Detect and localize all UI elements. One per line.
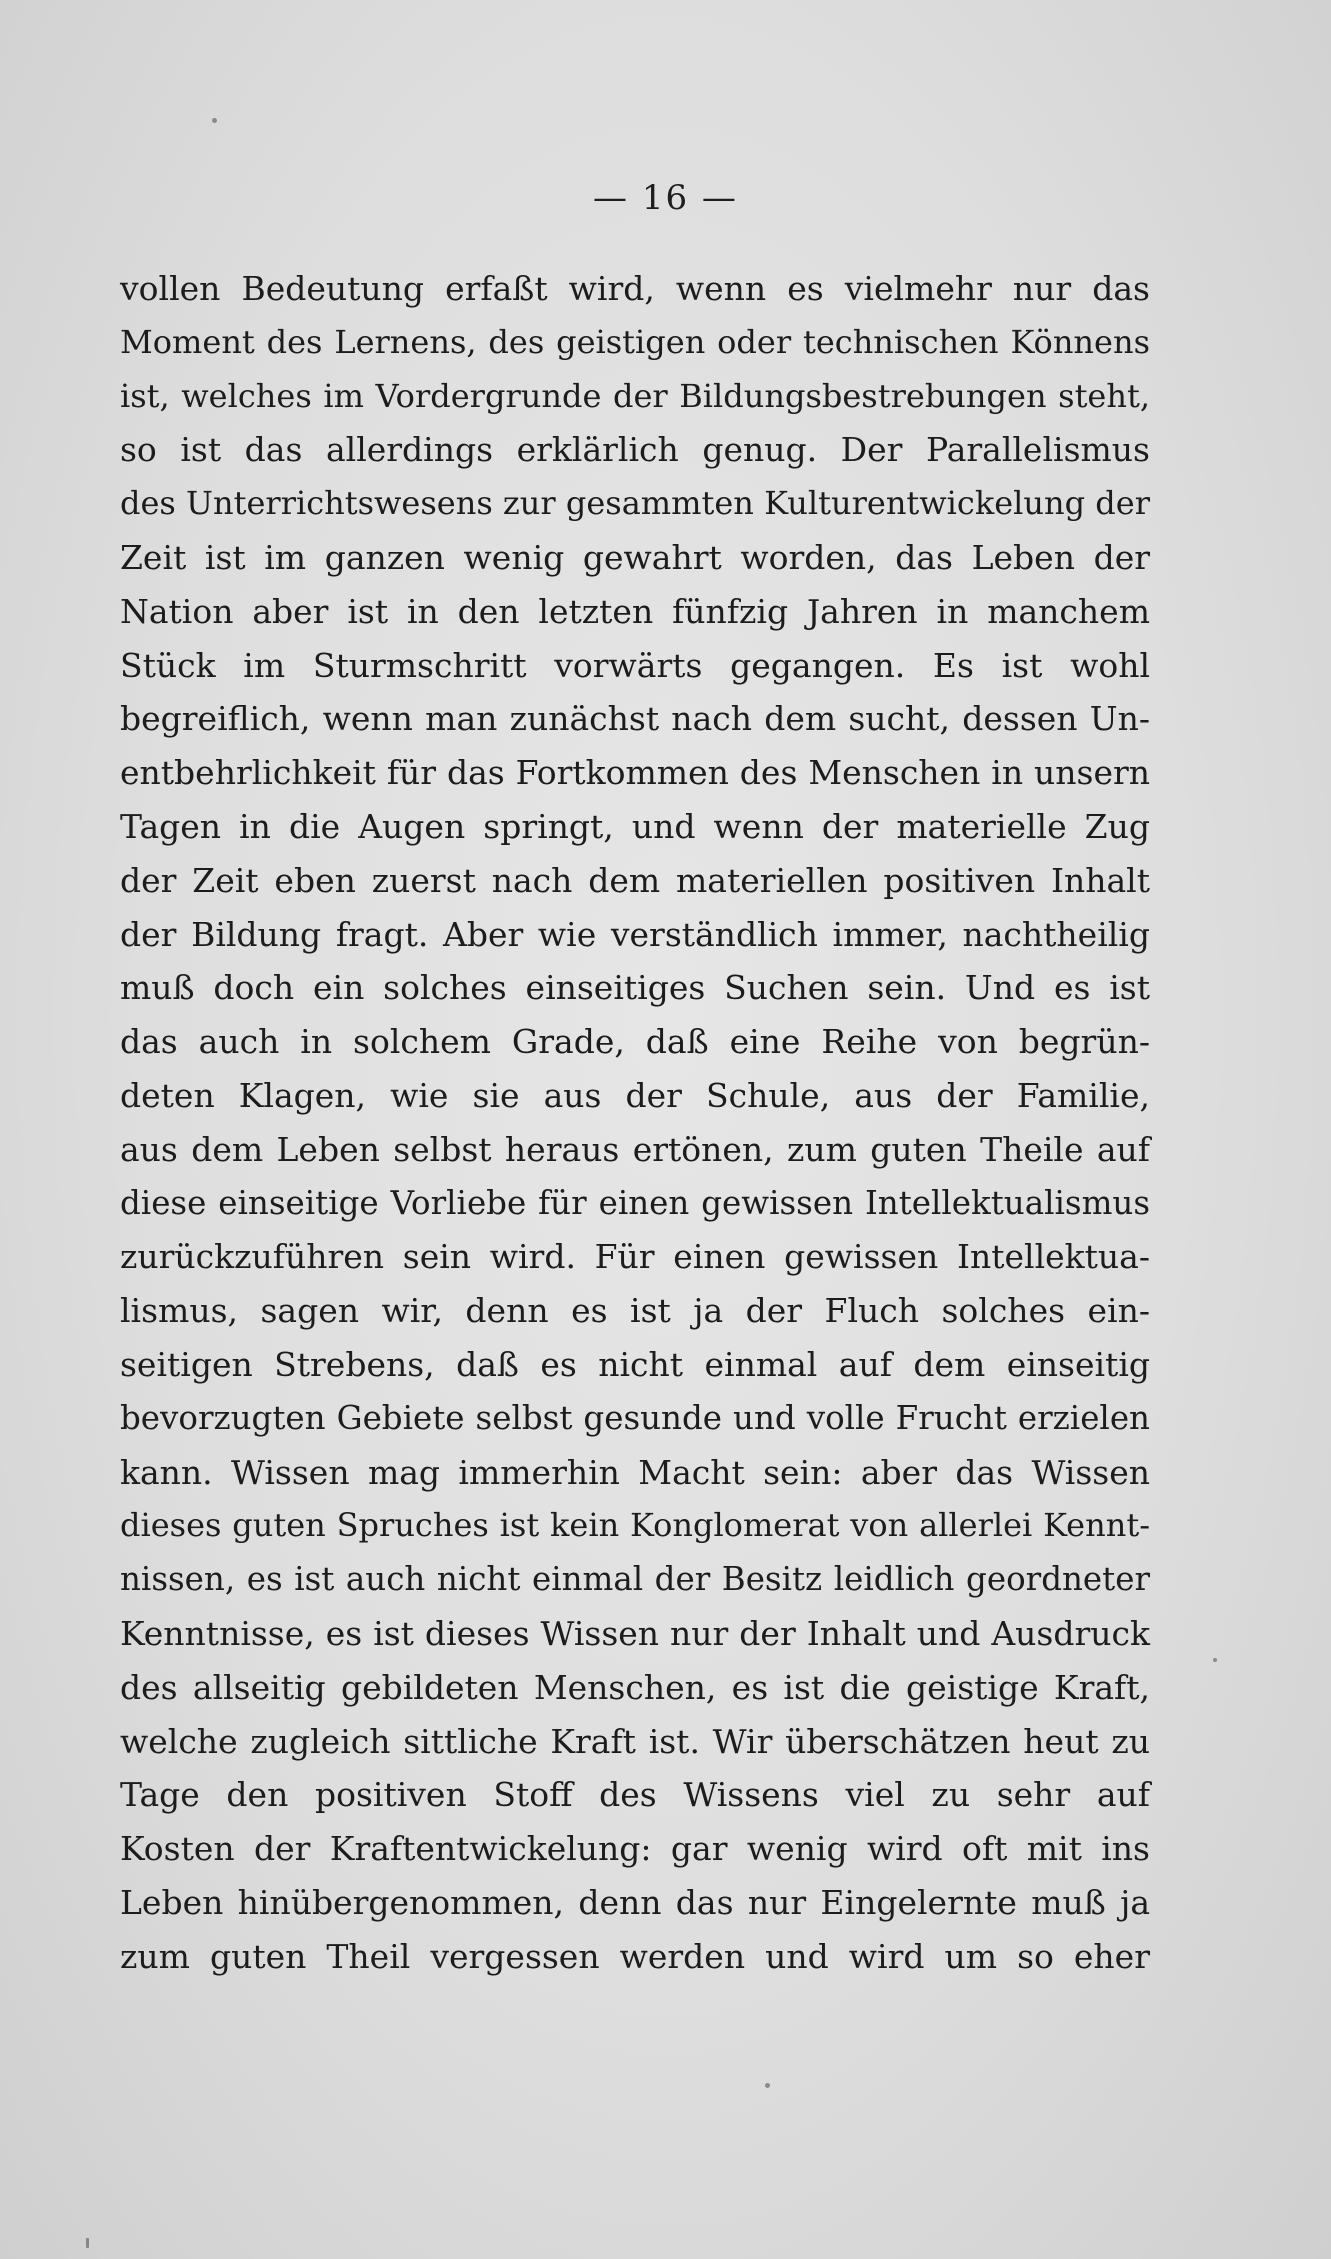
text-line: kann. Wissen mag immerhin Macht sein: aber das Wissen <box>120 1452 1150 1492</box>
text-line: Tage den positiven Stoff des Wissens viel zu sehr auf <box>120 1775 1150 1815</box>
text-line: Nation aber ist in den letzten fünfzig Jahren in manchem <box>120 591 1150 631</box>
text-line: nissen, es ist auch nicht einmal der Besitz leidlich geordneter <box>120 1560 1150 1599</box>
text-line: aus dem Leben selbst heraus ertönen, zum guten Theile auf <box>120 1129 1150 1169</box>
paper-speck <box>86 2238 89 2248</box>
text-line: Tagen in die Augen springt, und wenn der materielle Zug <box>120 806 1150 846</box>
text-line: Zeit ist im ganzen wenig gewahrt worden, das Leben der <box>120 537 1150 577</box>
text-line: bevorzugten Gebiete selbst gesunde und volle Frucht erzielen <box>120 1398 1150 1437</box>
text-line: zurückzuführen sein wird. Für einen gewissen Intellektua- <box>120 1237 1150 1277</box>
text-line: deten Klagen, wie sie aus der Schule, aus der Familie, <box>120 1075 1150 1115</box>
text-line: das auch in solchem Grade, daß eine Reihe von begrün- <box>120 1022 1150 1062</box>
text-line: vollen Bedeutung erfaßt wird, wenn es vielmehr nur das <box>120 269 1150 308</box>
text-line: so ist das allerdings erklärlich genug. Der Parallelismus <box>120 430 1150 470</box>
text-line: Kosten der Kraftentwickelung: gar wenig wird oft mit ins <box>120 1829 1150 1869</box>
text-line: des Unterrichtswesens zur gesammten Kulturentwickelung der <box>120 484 1150 523</box>
text-line: Leben hinübergenommen, denn das nur Eingelernte muß ja <box>120 1882 1150 1922</box>
body-text <box>120 262 1150 1984</box>
paper-speck <box>212 118 217 123</box>
page-number: — 16 — <box>593 178 738 218</box>
paper-speck <box>765 2083 770 2088</box>
text-line: Kenntnisse, es ist dieses Wissen nur der Inhalt und Ausdruck <box>120 1613 1150 1653</box>
text-line: Moment des Lernens, des geistigen oder technischen Könnens <box>120 322 1150 361</box>
text-line: diese einseitige Vorliebe für einen gewissen Intellektualismus <box>120 1183 1150 1222</box>
text-line: zum guten Theil vergessen werden und wird um so eher <box>120 1936 1150 1976</box>
text-line: entbehrlichkeit für das Fortkommen des Menschen in unsern <box>120 753 1150 793</box>
text-line: welche zugleich sittliche Kraft ist. Wir überschätzen heut zu <box>120 1721 1150 1761</box>
text-line: ist, welches im Vordergrunde der Bildungsbestrebungen steht, <box>120 376 1150 415</box>
text-line: begreiflich, wenn man zunächst nach dem sucht, dessen Un- <box>120 699 1150 739</box>
text-line: der Zeit eben zuerst nach dem materiellen positiven Inhalt <box>120 860 1150 900</box>
text-line: Stück im Sturmschritt vorwärts gegangen. Es ist wohl <box>120 645 1150 685</box>
text-line: dieses guten Spruches ist kein Konglomerat von allerlei Kennt- <box>120 1506 1150 1545</box>
text-line: seitigen Strebens, daß es nicht einmal auf dem einseitig <box>120 1344 1150 1384</box>
text-line: der Bildung fragt. Aber wie verständlich immer, nachtheilig <box>120 914 1150 954</box>
text-line: muß doch ein solches einseitiges Suchen sein. Und es ist <box>120 968 1150 1008</box>
text-line: des allseitig gebildeten Menschen, es ist die geistige Kraft, <box>120 1667 1150 1707</box>
text-line: lismus, sagen wir, denn es ist ja der Fluch solches ein- <box>120 1291 1150 1331</box>
paper-speck <box>1213 1658 1217 1662</box>
